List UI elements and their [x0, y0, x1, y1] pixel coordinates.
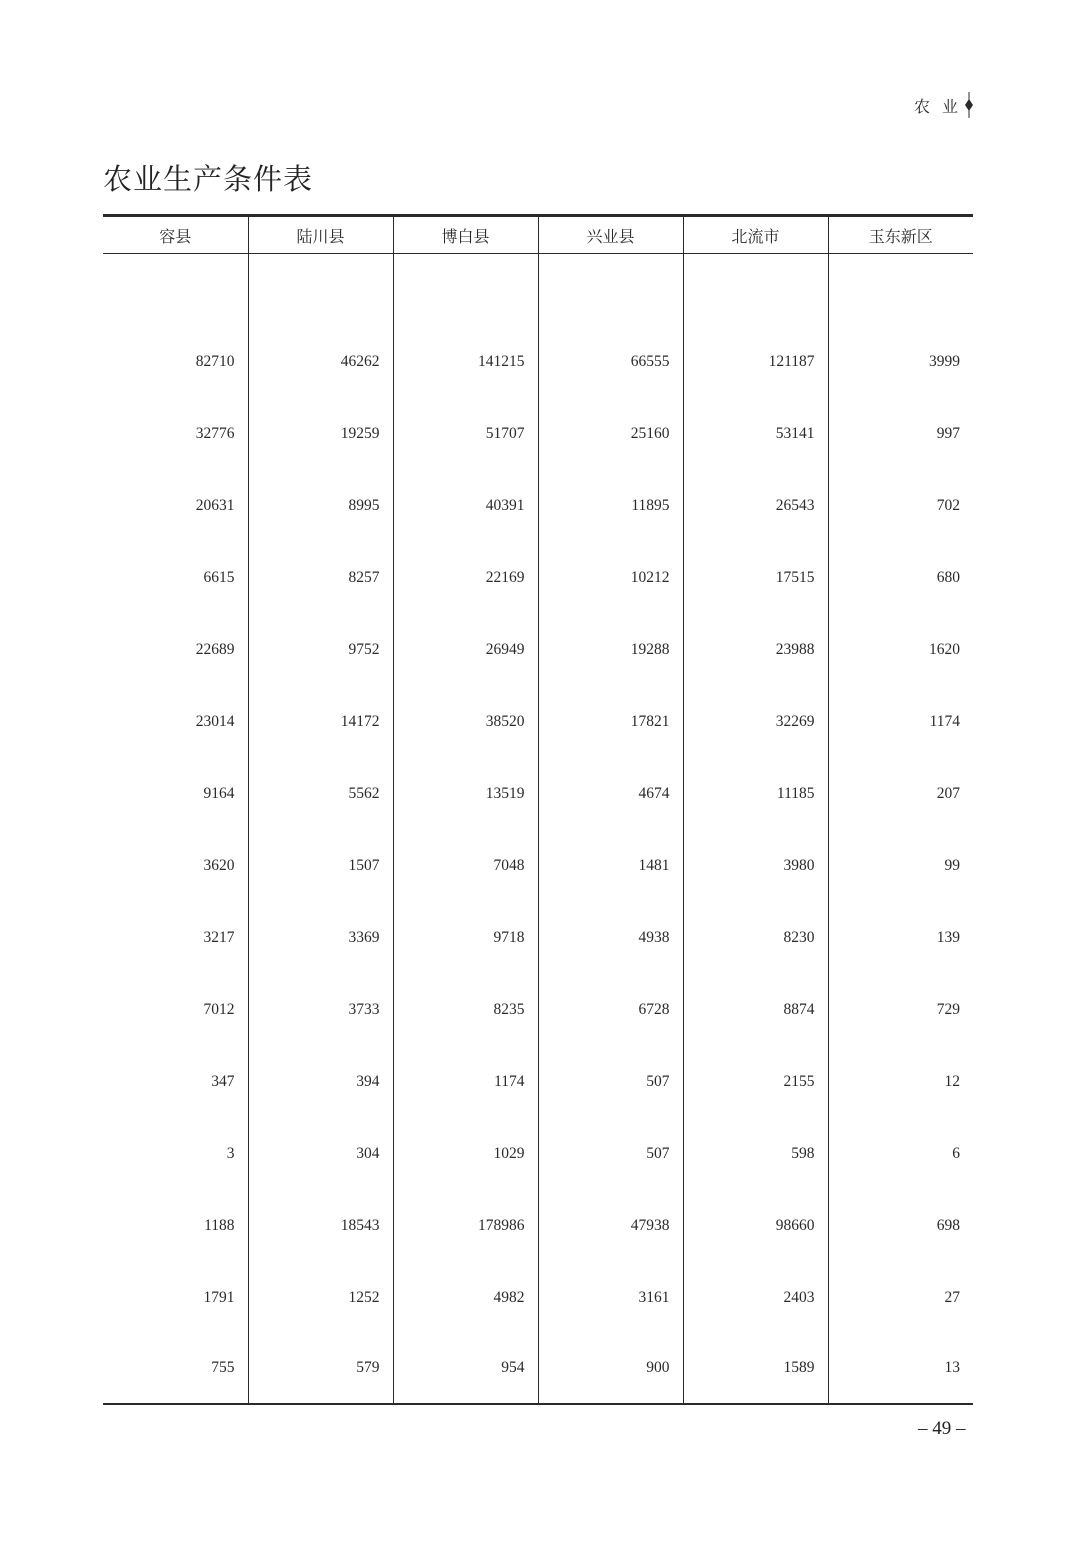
table-cell: 8874	[683, 974, 828, 1046]
table-row	[103, 1190, 973, 1262]
table-cell: 38520	[393, 686, 538, 758]
table-cell: 1174	[828, 686, 973, 758]
table-cell: 702	[828, 470, 973, 542]
table-cell: 17515	[683, 542, 828, 614]
table-row	[103, 686, 973, 758]
table-cell: 1029	[393, 1118, 538, 1190]
page-title: 农业生产条件表	[103, 162, 314, 197]
table-cell: 22689	[195, 640, 235, 658]
column-header: 容县	[103, 216, 248, 254]
table-row	[103, 830, 973, 902]
table-cell: 3980	[683, 830, 828, 902]
table-cell: 26949	[393, 614, 538, 686]
table-cell: 507	[538, 1118, 683, 1190]
table-cell: 1507	[248, 830, 393, 902]
table-cell: 3	[226, 1144, 235, 1162]
table-cell: 8257	[248, 542, 393, 614]
table-cell: 17821	[538, 686, 683, 758]
table-cell: 4982	[393, 1262, 538, 1334]
table-cell: 3161	[538, 1262, 683, 1334]
column-header: 北流市	[683, 216, 828, 254]
table-cell: 1589	[683, 1334, 828, 1404]
table-row	[103, 1046, 973, 1118]
table-cell: 11185	[683, 758, 828, 830]
table-cell: 579	[248, 1334, 393, 1404]
table-row	[103, 1262, 973, 1334]
table-cell: 9718	[393, 902, 538, 974]
table-cell: 178986	[393, 1190, 538, 1262]
running-head-text: 农 业	[914, 99, 963, 116]
table-cell: 3369	[248, 902, 393, 974]
table-cell: 8995	[248, 470, 393, 542]
data-table	[103, 214, 973, 1405]
table-cell: 141215	[393, 326, 538, 398]
table-cell: 19288	[538, 614, 683, 686]
table-cell: 3733	[248, 974, 393, 1046]
table-row	[103, 614, 973, 686]
table-cell: 10212	[538, 542, 683, 614]
table-cell: 8230	[683, 902, 828, 974]
table-cell: 23014	[195, 712, 235, 730]
table-cell: 19259	[248, 398, 393, 470]
table-cell: 2155	[683, 1046, 828, 1118]
table-cell: 755	[103, 1334, 248, 1404]
table-cell: 8235	[393, 974, 538, 1046]
table-row	[103, 470, 973, 542]
table-cell: 9752	[248, 614, 393, 686]
table-cell: 954	[393, 1334, 538, 1404]
table-cell: 99	[828, 830, 973, 902]
table-cell: 2403	[683, 1262, 828, 1334]
table-cell: 26543	[683, 470, 828, 542]
table-cell: 9164	[203, 784, 235, 802]
spacer-row	[103, 254, 973, 326]
table-row	[103, 974, 973, 1046]
table-cell: 4938	[538, 902, 683, 974]
table-cell: 139	[828, 902, 973, 974]
page-number: – 49 –	[918, 1418, 966, 1439]
table-cell: 698	[828, 1190, 973, 1262]
table-cell: 507	[538, 1046, 683, 1118]
table-cell: 32776	[195, 424, 235, 442]
table-cell: 3999	[828, 326, 973, 398]
table-cell: 6615	[203, 568, 235, 586]
table-cell: 6728	[538, 974, 683, 1046]
table-cell: 598	[683, 1118, 828, 1190]
table-cell: 22169	[393, 542, 538, 614]
column-header: 兴业县	[538, 216, 683, 254]
table-row	[103, 758, 973, 830]
table-cell: 66555	[538, 326, 683, 398]
table-cell: 53141	[683, 398, 828, 470]
header-row	[103, 216, 973, 254]
table-row	[103, 902, 973, 974]
table-cell: 304	[248, 1118, 393, 1190]
table-cell: 11895	[538, 470, 683, 542]
table-cell: 729	[828, 974, 973, 1046]
table-cell: 1791	[203, 1288, 235, 1306]
column-header: 陆川县	[248, 216, 393, 254]
table-cell: 4674	[538, 758, 683, 830]
table-cell: 5562	[248, 758, 393, 830]
table-cell: 13	[828, 1334, 973, 1404]
table-cell: 98660	[683, 1190, 828, 1262]
diamond-ornament-icon	[964, 92, 974, 118]
table-cell: 20631	[195, 496, 235, 514]
table-cell: 32269	[683, 686, 828, 758]
table-cell: 13519	[393, 758, 538, 830]
table-cell: 14172	[248, 686, 393, 758]
column-header: 玉东新区	[828, 216, 973, 254]
table-row	[103, 398, 973, 470]
table-cell: 900	[538, 1334, 683, 1404]
running-head	[900, 92, 980, 118]
table-cell: 46262	[248, 326, 393, 398]
table-cell: 25160	[538, 398, 683, 470]
table-row	[103, 542, 973, 614]
table-cell: 1481	[538, 830, 683, 902]
table-cell: 47938	[538, 1190, 683, 1262]
table-cell: 1174	[393, 1046, 538, 1118]
table-cell: 18543	[248, 1190, 393, 1262]
table-cell: 347	[211, 1072, 235, 1090]
table-cell: 680	[828, 542, 973, 614]
table-row	[103, 1334, 973, 1404]
table-cell: 12	[828, 1046, 973, 1118]
table-cell: 394	[248, 1046, 393, 1118]
table-cell: 1620	[828, 614, 973, 686]
table-cell: 121187	[683, 326, 828, 398]
table-cell: 51707	[393, 398, 538, 470]
table-cell: 6	[828, 1118, 973, 1190]
table-cell: 40391	[393, 470, 538, 542]
table-cell: 207	[828, 758, 973, 830]
table-row	[103, 326, 973, 398]
table-cell: 7012	[203, 1000, 235, 1018]
column-header: 博白县	[393, 216, 538, 254]
table-cell: 7048	[393, 830, 538, 902]
table-cell: 27	[828, 1262, 973, 1334]
table-cell: 997	[828, 398, 973, 470]
table-row	[103, 1118, 973, 1190]
table-cell: 1188	[204, 1216, 235, 1234]
table-cell: 3620	[203, 856, 235, 874]
table-cell: 23988	[683, 614, 828, 686]
table-cell: 1252	[248, 1262, 393, 1334]
table-cell: 82710	[195, 352, 235, 370]
table-cell: 3217	[203, 928, 235, 946]
